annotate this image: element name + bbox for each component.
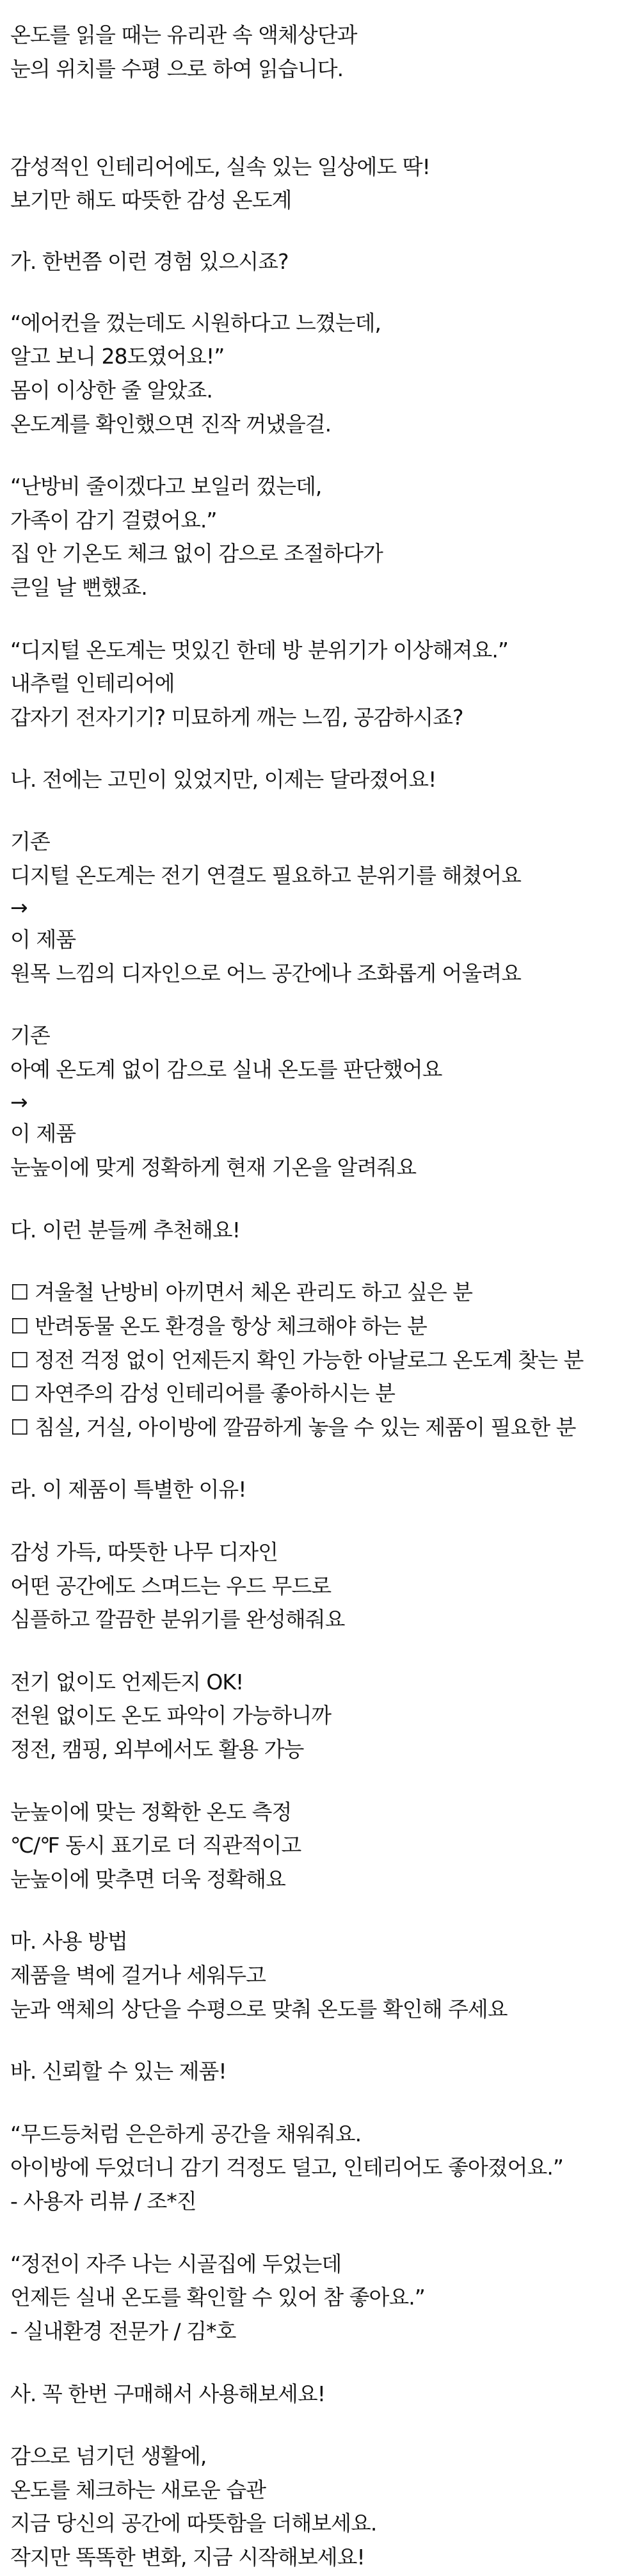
story-1-line-4: 온도계를 확인했으면 진작 꺼냈을걸. [10,411,332,437]
headline-line-1: 감성적인 인테리어에도, 실속 있는 일상에도 딱! [10,154,430,179]
feature-3-line-1: ℃/℉ 동시 표기로 더 직관적이고 [10,1833,301,1858]
compare-2-arrow: → [10,1089,28,1115]
section-heading-sa: 사. 꼭 한번 구매해서 사용해보세요! [10,2381,325,2406]
headline-line-2: 보기만 해도 따뜻한 감성 온도계 [10,188,292,213]
compare-2-after-label: 이 제품 [10,1121,76,1147]
review-2-line-2: 언제든 실내 온도를 확인할 수 있어 참 좋아요.” [10,2285,425,2310]
checklist-item-5: ☐ 침실, 거실, 아이방에 깔끔하게 놓을 수 있는 제품이 필요한 분 [10,1414,576,1440]
compare-2-before-label: 기존 [10,1023,50,1049]
review-2-line-1: “정전이 자주 나는 시골집에 두었는데 [10,2251,342,2276]
compare-1-arrow: → [10,895,28,921]
story-2-line-4: 큰일 날 뻔했죠. [10,575,147,600]
compare-1-after-text: 원목 느낌의 디자인으로 어느 공간에나 조화롭게 어울려요 [10,960,522,986]
section-heading-ma: 마. 사용 방법 [10,1929,127,1954]
story-1-line-3: 몸이 이상한 줄 알았죠. [10,377,212,403]
feature-1-line-2: 심플하고 깔끔한 분위기를 완성해줘요 [10,1607,345,1632]
compare-1-before-label: 기존 [10,829,50,854]
compare-2-after-text: 눈높이에 맞게 정확하게 현재 기온을 알려줘요 [10,1155,417,1180]
compare-1-after-label: 이 제품 [10,927,76,953]
story-1-line-2: 알고 보니 28도였어요!” [10,344,225,369]
checklist-item-4: ☐ 자연주의 감성 인테리어를 좋아하시는 분 [10,1381,395,1406]
closing-line-2: 온도를 체크하는 새로운 습관 [10,2477,266,2502]
story-2-line-3: 집 안 기온도 체크 없이 감으로 조절하다가 [10,541,383,567]
story-2-line-2: 가족이 감기 걸렸어요.” [10,507,217,533]
feature-2-title: 전기 없이도 언제든지 OK! [10,1669,244,1695]
feature-1-title: 감성 가득, 따뜻한 나무 디자인 [10,1539,278,1565]
intro-line-1: 온도를 읽을 때는 유리관 속 액체상단과 [10,22,357,47]
feature-3-title: 눈높이에 맞는 정확한 온도 측정 [10,1799,292,1824]
section-heading-ba: 바. 신뢰할 수 있는 제품! [10,2059,227,2084]
section-heading-ra: 라. 이 제품이 특별한 이유! [10,1477,246,1502]
usage-line-2: 눈과 액체의 상단을 수평으로 맞춰 온도를 확인해 주세요 [10,1996,508,2022]
review-1-line-2: 아이방에 두었더니 감기 걱정도 덜고, 인테리어도 좋아졌어요.” [10,2155,563,2180]
story-3-line-3: 갑자기 전자기기? 미묘하게 깨는 느낌, 공감하시죠? [10,704,463,730]
review-1-author: - 사용자 리뷰 / 조*진 [10,2189,196,2214]
checklist-item-2: ☐ 반려동물 온도 환경을 항상 체크해야 하는 분 [10,1313,427,1339]
feature-2-line-1: 전원 없이도 온도 파악이 가능하니까 [10,1703,332,1728]
closing-line-3: 지금 당신의 공간에 따뜻함을 더해보세요. [10,2511,377,2536]
feature-3-line-2: 눈높이에 맞추면 더욱 정확해요 [10,1866,285,1892]
feature-2-line-2: 정전, 캠핑, 외부에서도 활용 가능 [10,1737,304,1762]
section-heading-na: 나. 전에는 고민이 있었지만, 이제는 달라졌어요! [10,766,436,792]
feature-1-line-1: 어떤 공간에도 스며드는 우드 무드로 [10,1573,332,1598]
intro-line-2: 눈의 위치를 수평 으로 하여 읽습니다. [10,56,344,81]
checklist-item-3: ☐ 정전 걱정 없이 언제든지 확인 가능한 아날로그 온도계 찾는 분 [10,1347,584,1373]
compare-2-before-text: 아예 온도계 없이 감으로 실내 온도를 판단했어요 [10,1057,442,1082]
story-3-line-2: 내추럴 인테리어에 [10,671,175,696]
section-heading-da: 다. 이런 분들께 추천해요! [10,1217,240,1243]
checklist-item-1: ☐ 겨울철 난방비 아끼면서 체온 관리도 하고 싶은 분 [10,1280,473,1305]
review-1-line-1: “무드등처럼 은은하게 공간을 채워줘요. [10,2121,362,2146]
review-2-author: - 실내환경 전문가 / 김*호 [10,2319,236,2344]
closing-line-1: 감으로 넘기던 생활에, [10,2443,207,2468]
story-2-line-1: “난방비 줄이겠다고 보일러 껐는데, [10,474,322,499]
closing-line-4: 작지만 똑똑한 변화, 지금 시작해보세요! [10,2545,365,2570]
story-3-line-1: “디지털 온도계는 멋있긴 한데 방 분위기가 이상해져요.” [10,637,508,663]
compare-1-before-text: 디지털 온도계는 전기 연결도 필요하고 분위기를 해쳤어요 [10,862,522,888]
story-1-line-1: “에어컨을 껐는데도 시원하다고 느꼈는데, [10,310,381,335]
usage-line-1: 제품을 벽에 걸거나 세워두고 [10,1963,266,1988]
section-heading-ga: 가. 한번쯤 이런 경험 있으시죠? [10,249,289,274]
